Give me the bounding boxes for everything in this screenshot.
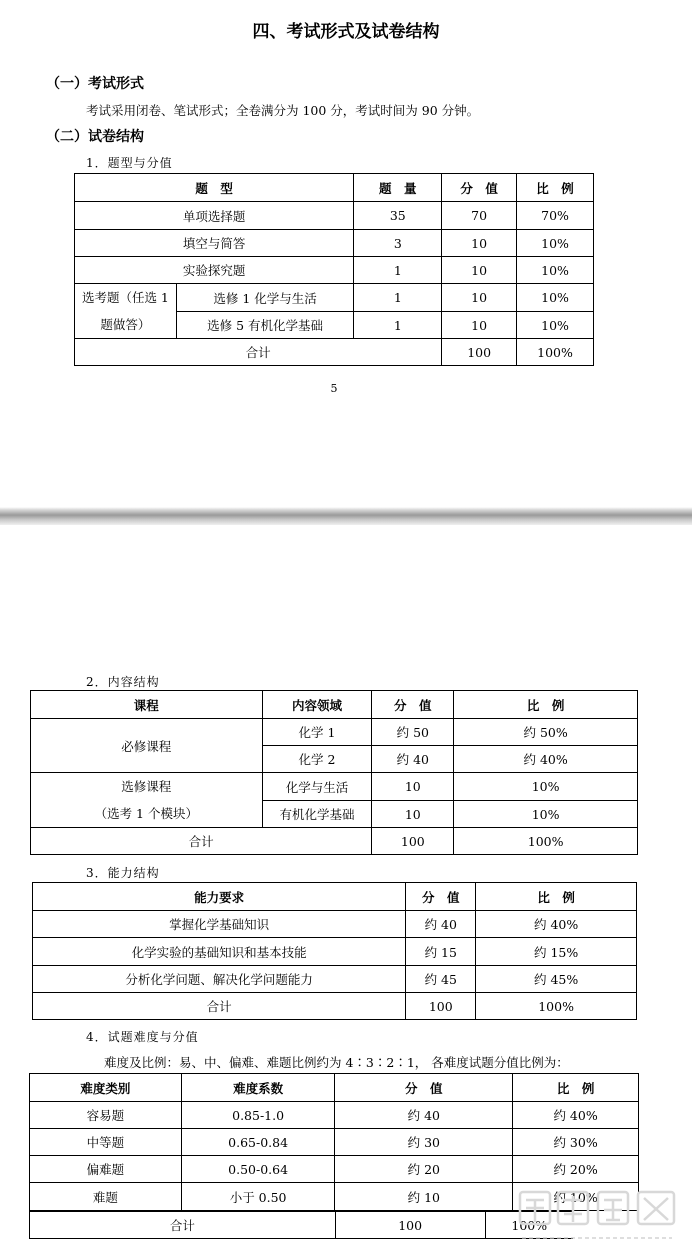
page-number: 5 bbox=[330, 382, 338, 395]
cell-score: 10 bbox=[442, 284, 517, 312]
cell-score: 10 bbox=[372, 773, 454, 801]
cell-ratio: 约 40% bbox=[454, 746, 638, 773]
cell-total-score: 100 bbox=[442, 339, 517, 366]
cell-total-ratio: 100% bbox=[454, 828, 638, 855]
table-header-row bbox=[31, 691, 638, 719]
cell-type: 选修 5 有机化学基础 bbox=[176, 312, 354, 339]
cell-ability: 分析化学问题、解决化学问题能力 bbox=[33, 966, 406, 993]
cell-score: 约 10 bbox=[335, 1183, 513, 1211]
cell-score: 10 bbox=[442, 312, 517, 339]
cell-category: 偏难题 bbox=[30, 1156, 182, 1183]
table-header-row bbox=[75, 174, 594, 202]
cell-score: 10 bbox=[442, 257, 517, 284]
table-header-row bbox=[30, 1074, 639, 1102]
cell-score: 约 15 bbox=[406, 938, 476, 966]
cell-coef: 0.85-1.0 bbox=[181, 1102, 335, 1129]
table-row bbox=[33, 938, 637, 966]
cell-total-score: 100 bbox=[406, 993, 476, 1020]
table-row bbox=[30, 1102, 639, 1129]
table-caption-difficulty: 4．试题难度与分值 bbox=[86, 1030, 199, 1044]
cell-score: 约 30 bbox=[335, 1129, 513, 1156]
cell-score: 10 bbox=[372, 801, 454, 828]
cell-total-score: 100 bbox=[372, 828, 454, 855]
cell-category: 中等题 bbox=[30, 1129, 182, 1156]
header-score: 分 值 bbox=[335, 1074, 513, 1102]
section-heading-exam-form: （一）考试形式 bbox=[46, 76, 144, 92]
difficulty-total-table bbox=[29, 1211, 573, 1239]
table-row bbox=[33, 966, 637, 993]
header-score: 分 值 bbox=[442, 174, 517, 202]
table-caption-question-types: 1．题型与分值 bbox=[86, 156, 173, 170]
cell-ratio: 10% bbox=[517, 312, 594, 339]
table-total-row bbox=[30, 1212, 574, 1239]
cell-count: 1 bbox=[354, 312, 442, 339]
cell-ratio: 约 20% bbox=[513, 1156, 639, 1183]
cell-score: 约 40 bbox=[335, 1102, 513, 1129]
cell-count: 1 bbox=[354, 284, 442, 312]
ability-structure-table bbox=[32, 882, 637, 1020]
cell-total-ratio: 100% bbox=[476, 993, 637, 1020]
cell-total-label: 合计 bbox=[30, 1212, 336, 1239]
cell-score: 约 20 bbox=[335, 1156, 513, 1183]
cell-ratio: 10% bbox=[517, 230, 594, 257]
cell-area: 有机化学基础 bbox=[262, 801, 372, 828]
cell-ability: 化学实验的基础知识和基本技能 bbox=[33, 938, 406, 966]
cell-score: 约 40 bbox=[406, 911, 476, 938]
page-title: 四、考试形式及试卷结构 bbox=[252, 22, 440, 42]
table-row bbox=[31, 773, 638, 801]
cell-type: 填空与简答 bbox=[75, 230, 354, 257]
table-caption-content: 2．内容结构 bbox=[86, 675, 160, 689]
cell-ratio: 约 15% bbox=[476, 938, 637, 966]
header-type: 题 型 bbox=[75, 174, 354, 202]
cell-type: 选修 1 化学与生活 bbox=[176, 284, 354, 312]
page-divider bbox=[0, 507, 692, 525]
question-type-table bbox=[74, 173, 594, 366]
cell-count: 3 bbox=[354, 230, 442, 257]
cell-count: 35 bbox=[354, 202, 442, 230]
cell-ratio: 10% bbox=[454, 801, 638, 828]
cell-score: 10 bbox=[442, 230, 517, 257]
table-total-row bbox=[33, 993, 637, 1020]
table-total-row bbox=[31, 828, 638, 855]
cell-area: 化学与生活 bbox=[262, 773, 372, 801]
section-heading-paper-structure: （二）试卷结构 bbox=[46, 129, 144, 145]
watermark-logo bbox=[516, 1186, 686, 1248]
cell-ratio: 约 45% bbox=[476, 966, 637, 993]
header-ratio: 比 例 bbox=[517, 174, 594, 202]
table-row bbox=[30, 1129, 639, 1156]
header-ratio: 比 例 bbox=[513, 1074, 639, 1102]
exam-form-text: 考试采用闭卷、笔试形式；全卷满分为 100 分，考试时间为 90 分钟。 bbox=[86, 103, 480, 118]
header-ratio: 比 例 bbox=[476, 883, 637, 911]
cell-coef: 0.65-0.84 bbox=[181, 1129, 335, 1156]
cell-type: 单项选择题 bbox=[75, 202, 354, 230]
cell-score: 约 45 bbox=[406, 966, 476, 993]
table-row bbox=[31, 719, 638, 746]
table-row bbox=[75, 230, 594, 257]
cell-ratio: 约 30% bbox=[513, 1129, 639, 1156]
cell-required-label: 必修课程 bbox=[31, 719, 263, 773]
elective-course-label: 选修课程 bbox=[121, 779, 172, 794]
cell-ratio: 约 50% bbox=[454, 719, 638, 746]
header-category: 难度类别 bbox=[30, 1074, 182, 1102]
table-row bbox=[33, 911, 637, 938]
header-score: 分 值 bbox=[372, 691, 454, 719]
header-score: 分 值 bbox=[406, 883, 476, 911]
elective-course-note: （选考 1 个模块） bbox=[94, 806, 198, 821]
cell-type: 实验探究题 bbox=[75, 257, 354, 284]
header-coef: 难度系数 bbox=[181, 1074, 335, 1102]
table-header-row bbox=[33, 883, 637, 911]
cell-ratio: 70% bbox=[517, 202, 594, 230]
cell-ability: 掌握化学基础知识 bbox=[33, 911, 406, 938]
cell-score: 70 bbox=[442, 202, 517, 230]
cell-coef: 小于 0.50 bbox=[181, 1183, 335, 1211]
cell-count: 1 bbox=[354, 257, 442, 284]
header-ratio: 比 例 bbox=[454, 691, 638, 719]
cell-total-ratio: 100% bbox=[485, 1212, 573, 1239]
header-count: 题 量 bbox=[354, 174, 442, 202]
cell-ratio: 10% bbox=[517, 257, 594, 284]
table-total-row bbox=[75, 339, 594, 366]
cell-area: 化学 2 bbox=[262, 746, 372, 773]
table-row bbox=[75, 202, 594, 230]
header-course: 课程 bbox=[31, 691, 263, 719]
header-area: 内容领域 bbox=[262, 691, 372, 719]
cell-total-label: 合计 bbox=[75, 339, 442, 366]
table-row bbox=[75, 284, 594, 312]
watermark-logo-graphic bbox=[516, 1186, 686, 1248]
cell-elective-label bbox=[31, 773, 263, 828]
cell-total-label: 合计 bbox=[31, 828, 372, 855]
cell-area: 化学 1 bbox=[262, 719, 372, 746]
cell-ratio: 约 10% bbox=[513, 1183, 639, 1211]
cell-elective-label: 选考题（任选 1 题做答） bbox=[75, 284, 177, 339]
cell-coef: 0.50-0.64 bbox=[181, 1156, 335, 1183]
cell-total-ratio: 100% bbox=[517, 339, 594, 366]
cell-ratio: 10% bbox=[454, 773, 638, 801]
content-structure-table bbox=[30, 690, 638, 855]
cell-total-score: 100 bbox=[335, 1212, 485, 1239]
cell-ratio: 约 40% bbox=[513, 1102, 639, 1129]
difficulty-intro-text: 难度及比例：易、中、偏难、难题比例约为 4∶3∶2∶1， 各难度试题分值比例为： bbox=[104, 1055, 569, 1070]
cell-ratio: 10% bbox=[517, 284, 594, 312]
table-caption-ability: 3．能力结构 bbox=[86, 866, 160, 880]
table-row bbox=[30, 1156, 639, 1183]
cell-category: 容易题 bbox=[30, 1102, 182, 1129]
cell-total-label: 合计 bbox=[33, 993, 406, 1020]
cell-ratio: 约 40% bbox=[476, 911, 637, 938]
header-ability: 能力要求 bbox=[33, 883, 406, 911]
cell-score: 约 40 bbox=[372, 746, 454, 773]
cell-category: 难题 bbox=[30, 1183, 182, 1211]
table-row bbox=[75, 257, 594, 284]
cell-score: 约 50 bbox=[372, 719, 454, 746]
